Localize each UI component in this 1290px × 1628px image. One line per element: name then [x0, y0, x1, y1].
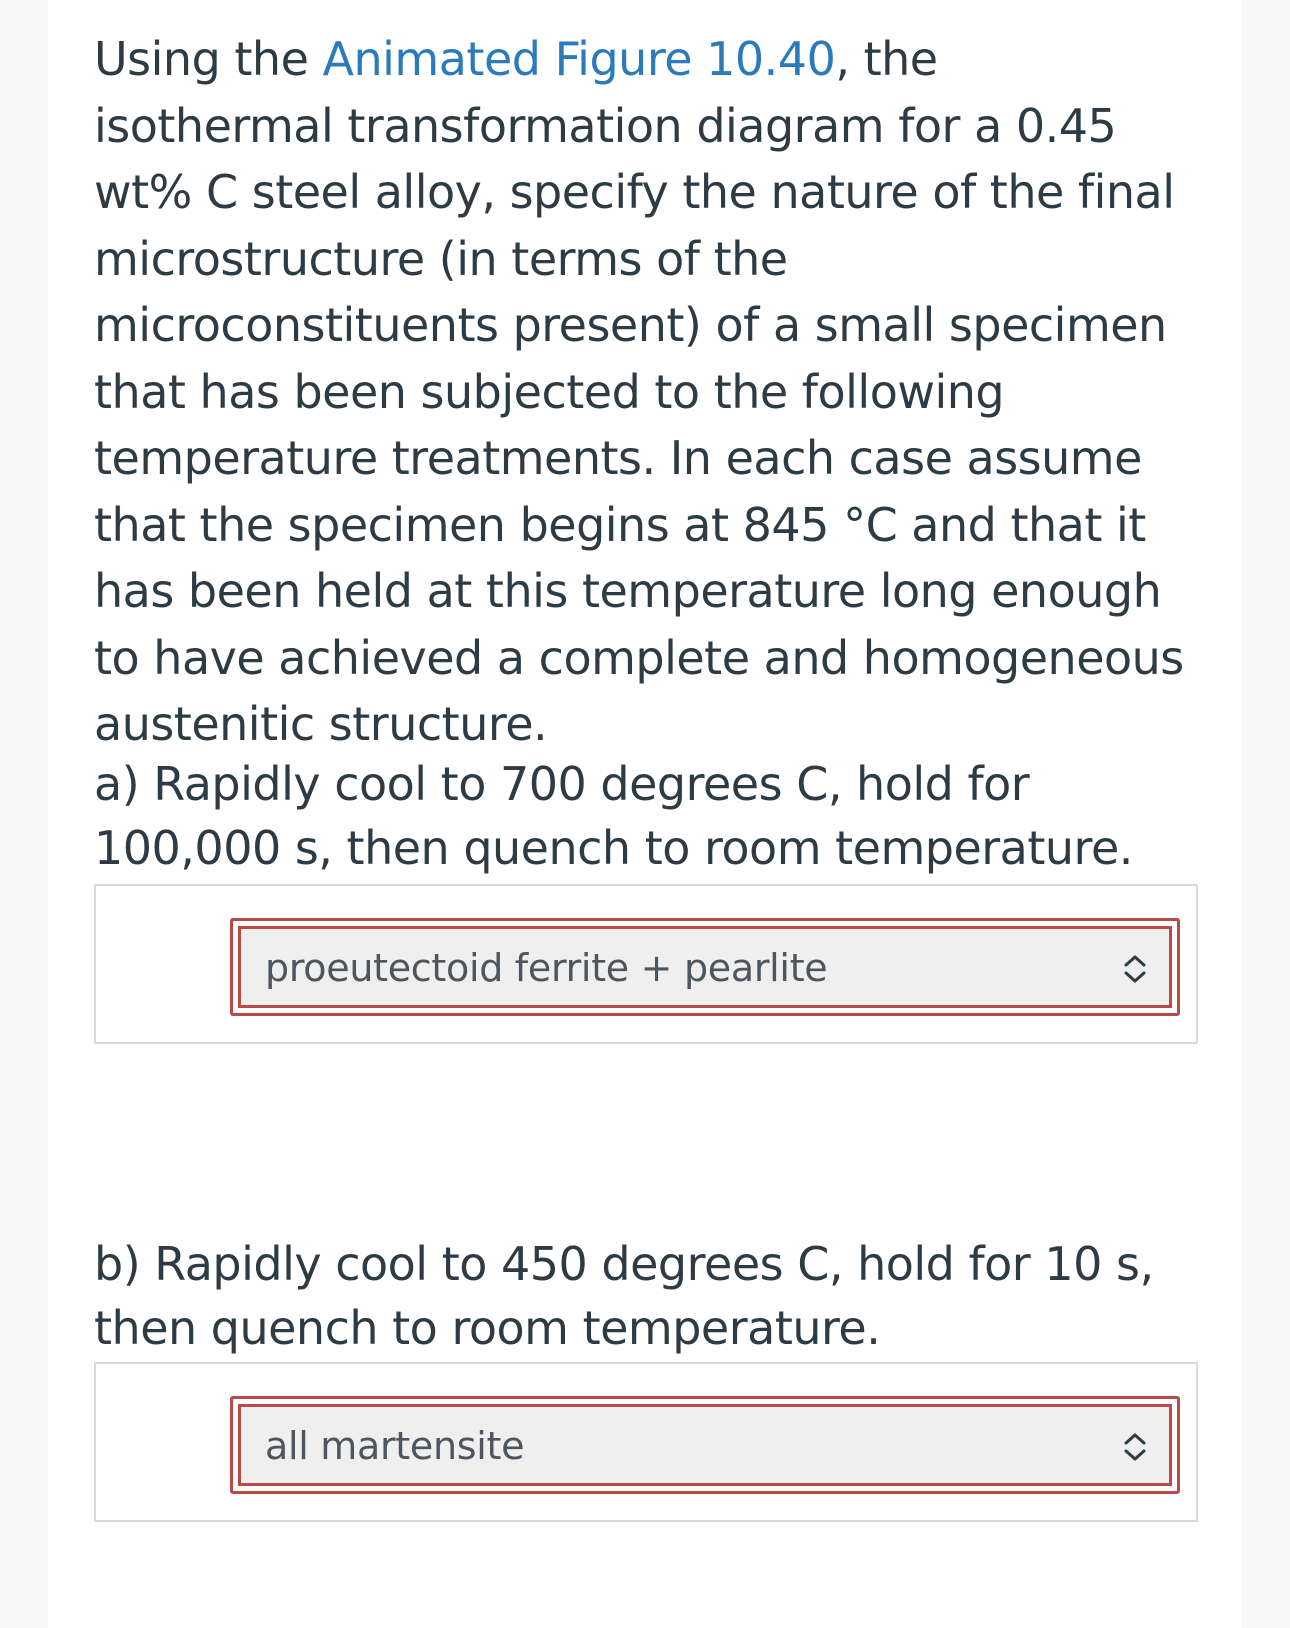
answer-select-b-value: all martensite	[265, 1424, 525, 1468]
chevron-up-down-icon[interactable]	[1121, 953, 1149, 985]
answer-select-a[interactable]	[230, 918, 1180, 1016]
answer-box-a	[94, 884, 1198, 1044]
question-page	[48, 0, 1242, 1628]
answer-select-b[interactable]	[230, 1396, 1180, 1494]
answer-box-b	[94, 1362, 1198, 1522]
animated-figure-link[interactable]: Animated Figure 10.40	[322, 32, 836, 86]
answer-select-b-field[interactable]	[238, 1404, 1172, 1486]
question-b-prompt: b) Rapidly cool to 450 degrees C, hold for 10 s, then quench to room temperature.	[94, 1237, 1154, 1355]
answer-select-a-field[interactable]	[238, 926, 1172, 1008]
chevron-up-down-icon[interactable]	[1121, 1431, 1149, 1463]
answer-select-a-value: proeutectoid ferrite + pearlite	[265, 946, 828, 990]
question-a-prompt: a) Rapidly cool to 700 degrees C, hold for 100,000 s, then quench to room temperature.	[94, 757, 1133, 875]
intro-prefix: Using the	[94, 32, 323, 86]
intro-rest: , the isothermal transformation diagram for a 0.45 wt% C steel alloy, specify the nature of the final microstructure (in terms of the microconstituents present) of a small specimen that has been subjected to the following temperature treatments. In each case assume that the specimen begins at 845 °C and that it has been held at this temperature long enough to have achieved a complete and homogeneous austenitic structure.	[94, 32, 1184, 751]
question-intro	[94, 26, 1184, 758]
